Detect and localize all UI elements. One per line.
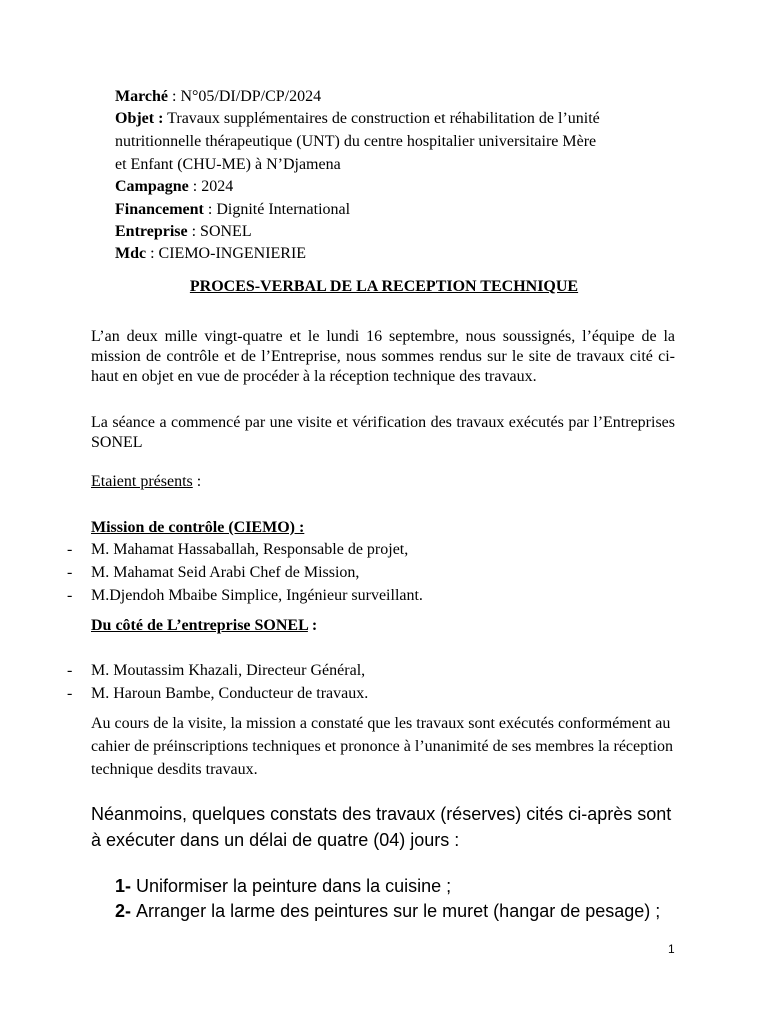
- list-marker: -: [67, 541, 73, 558]
- campagne-line: [115, 176, 233, 198]
- page-number: 1: [668, 942, 675, 956]
- objet-line-2: nutritionnelle thérapeutique (UNT) du centre hospitalier universitaire Mère: [115, 133, 597, 150]
- mdc-value: : CIEMO-INGENIERIE: [146, 245, 307, 262]
- marche-label: Marché: [115, 88, 169, 105]
- entreprise-heading-suffix: :: [307, 617, 318, 634]
- campagne-label: Campagne: [115, 178, 189, 195]
- reserve-number: 1-: [115, 876, 132, 896]
- entreprise-value: : SONEL: [187, 223, 252, 240]
- entreprise-label: Entreprise: [115, 223, 188, 240]
- mission-member: M. Mahamat Hassaballah, Responsable de projet,: [91, 541, 409, 558]
- reserve-item: [115, 873, 451, 899]
- reserve-item: [115, 898, 660, 924]
- mission-heading: Mission de contrôle (CIEMO) :: [91, 519, 305, 536]
- reserve-number: 2-: [115, 901, 132, 921]
- presents-label: Etaient présents: [91, 473, 193, 490]
- mdc-line: [115, 243, 306, 265]
- mission-member: M. Mahamat Seid Arabi Chef de Mission,: [91, 564, 360, 581]
- list-marker: -: [67, 685, 73, 702]
- list-marker: -: [67, 662, 73, 679]
- financement-label: Financement: [115, 201, 204, 218]
- marche-line: [115, 86, 321, 108]
- entreprise-member: M. Haroun Bambe, Conducteur de travaux.: [91, 685, 369, 702]
- mdc-label: Mdc: [115, 245, 147, 262]
- list-marker: -: [67, 587, 73, 604]
- marche-value: : N°05/DI/DP/CP/2024: [168, 88, 322, 105]
- list-marker: -: [67, 564, 73, 581]
- entreprise-heading-line: [91, 615, 317, 637]
- objet-line-1: [115, 108, 600, 130]
- entreprise-heading: Du côté de L’entreprise SONEL: [91, 617, 308, 634]
- document-title: PROCES-VERBAL DE LA RECEPTION TECHNIQUE: [189, 278, 579, 295]
- financement-value: : Dignité International: [203, 201, 351, 218]
- presents-suffix: :: [192, 473, 202, 490]
- entreprise-member: M. Moutassim Khazali, Directeur Général,: [91, 662, 366, 679]
- reserves-paragraph: Néanmoins, quelques constats des travaux (réserves) cités ci-après sont à exécuter dans un délai de quatre (04) jours :: [91, 804, 672, 850]
- visit-paragraph: La séance a commencé par une visite et vérification des travaux exécutés par l’Entreprises SONEL: [91, 414, 675, 451]
- objet-label: Objet :: [115, 110, 164, 127]
- mission-member: M.Djendoh Mbaibe Simplice, Ingénieur surveillant.: [91, 587, 423, 604]
- conclusion-paragraph: Au cours de la visite, la mission a constaté que les travaux sont exécutés conformément au cahier de préinscriptions techniques et prononce à l’unanimité de ses membres la réception technique desdits travaux.: [91, 715, 674, 778]
- campagne-value: : 2024: [188, 178, 234, 195]
- reserve-text: Arranger la larme des peintures sur le muret (hangar de pesage) ;: [136, 901, 661, 921]
- intro-paragraph: L’an deux mille vingt-quatre et le lundi 16 septembre, nous soussignés, l’équipe de la mission de contrôle et de l’Entreprise, nous sommes rendus sur le site de travaux cité ci-haut en objet en vue de procéder à la réception technique des travaux.: [91, 328, 675, 385]
- entreprise-line: [115, 221, 252, 243]
- objet-text-1: Travaux supplémentaires de construction et réhabilitation de l’unité: [163, 110, 600, 127]
- objet-line-3: et Enfant (CHU-ME) à N’Djamena: [115, 156, 341, 173]
- financement-line: [115, 199, 350, 221]
- presents-line: [91, 471, 201, 493]
- reserve-text: Uniformiser la peinture dans la cuisine ;: [136, 876, 452, 896]
